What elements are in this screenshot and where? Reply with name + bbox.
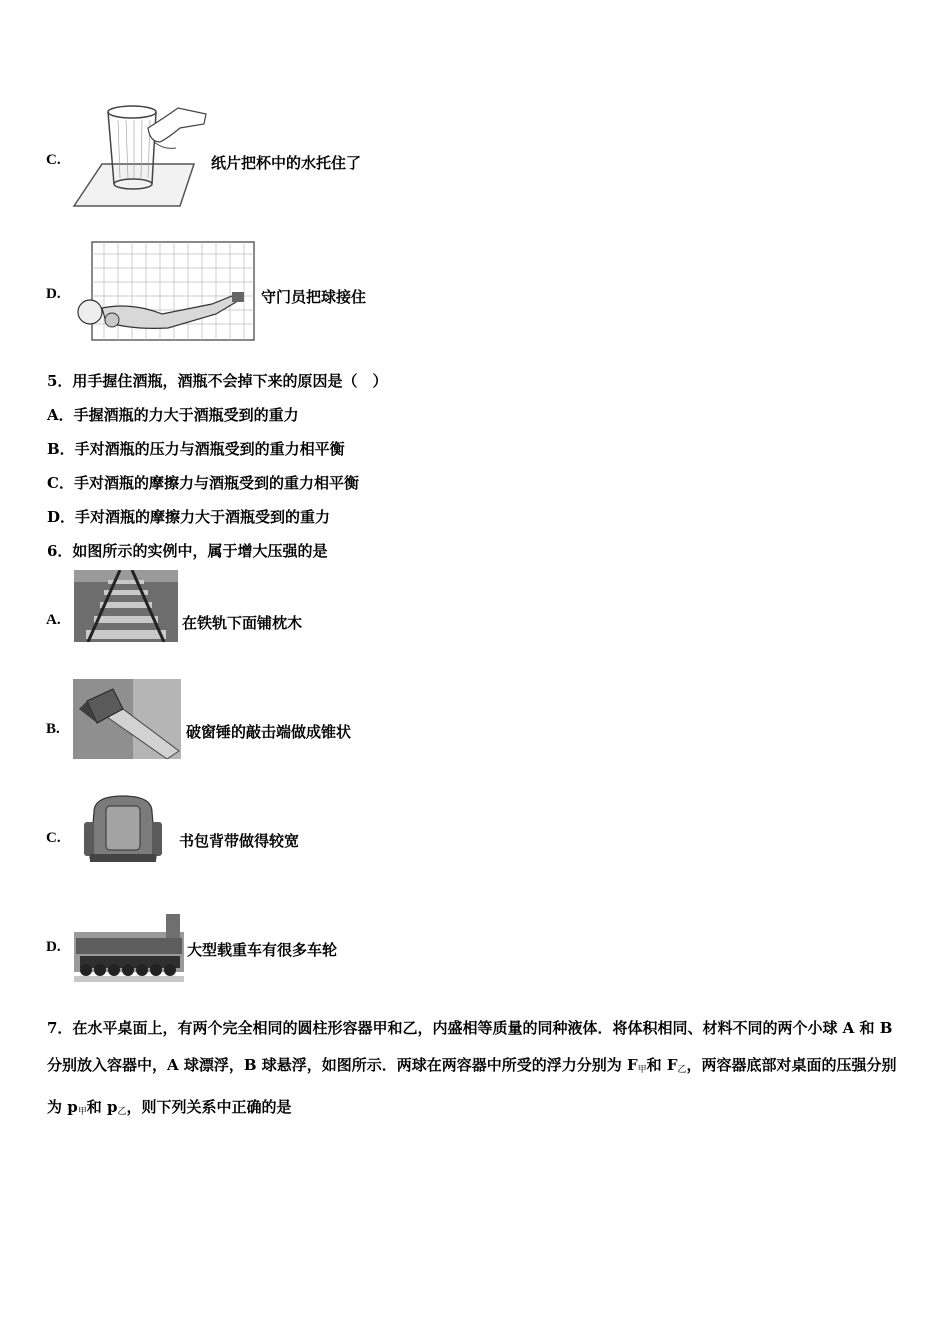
option-text: 守门员把球接住 [261,288,367,306]
option-text: 破窗锤的敲击端做成锥状 [186,723,352,741]
option-letter: D. [46,286,61,302]
question-stem: 5．用手握住酒瓶，酒瓶不会掉下来的原因是（ ） [47,372,388,390]
subscript-jia: 甲 [77,1107,87,1117]
question-7 [47,1010,907,1131]
option-letter: C. [46,152,61,168]
option-c: C．手对酒瓶的摩擦力与酒瓶受到的重力相平衡 [47,474,359,492]
option-text: 书包背带做得较宽 [179,832,300,850]
question-stem-part: ，两容器底部对桌面的压强分别为 p [47,1056,897,1116]
option-text: 大型载重车有很多车轮 [187,941,338,959]
question-stem-part: ，则下列关系中正确的是 [126,1098,292,1116]
option-d: D．手对酒瓶的摩擦力大于酒瓶受到的重力 [47,508,331,526]
cup-with-paper-icon [68,98,208,210]
option-text: 在铁轨下面铺枕木 [182,614,303,632]
subscript-jia: 甲 [637,1065,647,1075]
subscript-yi: 乙 [677,1065,687,1075]
option-letter: A. [46,612,61,628]
option-b: B．手对酒瓶的压力与酒瓶受到的重力相平衡 [47,440,345,458]
safety-hammer-icon [73,679,181,759]
backpack-icon [80,792,166,866]
option-text: 纸片把杯中的水托住了 [211,154,362,172]
question-stem-part: 和 F [646,1056,678,1074]
question-stem-part: 和 p [86,1098,118,1116]
question-stem: 6．如图所示的实例中，属于增大压强的是 [47,542,328,560]
option-letter: D. [46,939,61,955]
question-stem-part: 7．在水平桌面上，有两个完全相同的圆柱形容器甲和乙，内盛相等质量的同种液体．将体积相同、材料不同的两个小球 A 和 B 分别放入容器中，A 球漂浮，B 球悬浮，如图所示．两球在两容器中所受的浮力分别为 F [47,1019,893,1074]
option-letter: B. [46,721,60,737]
option-a: A．手握酒瓶的力大于酒瓶受到的重力 [47,406,299,424]
subscript-yi: 乙 [117,1107,127,1117]
option-letter: C. [46,830,61,846]
railway-track-icon [74,570,178,642]
heavy-truck-icon [74,910,184,982]
goalkeeper-icon [72,238,262,346]
